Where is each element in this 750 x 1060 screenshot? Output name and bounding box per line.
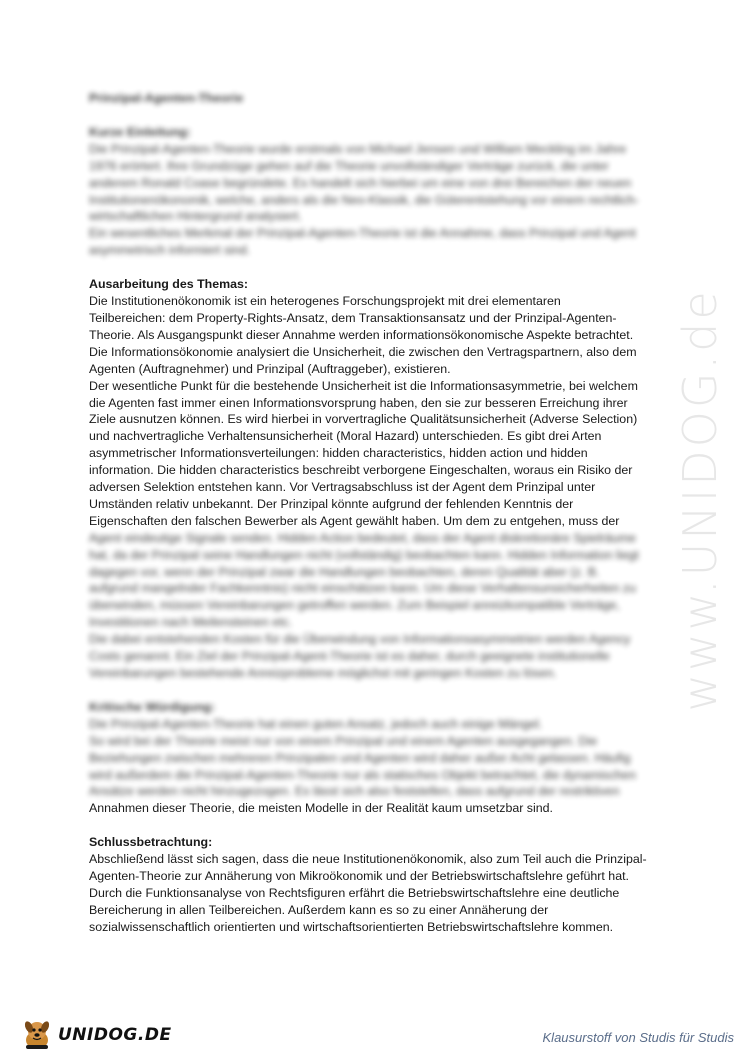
text-line: 1976 erörtert. Ihre Grundzüge gehen auf die Theorie unvollständiger Verträge zurück, die unter	[89, 158, 609, 173]
text-line: Der wesentliche Punkt für die bestehende Unsicherheit ist die Informationsasymmetrie, bei welchem	[89, 378, 638, 393]
text-line: Theorie. Als Ausgangspunkt dieser Annahme werden informationsökonomische Aspekte betrachtet.	[89, 327, 634, 342]
logo-text: UNIDOG.DE	[58, 1025, 172, 1045]
text-line: Umständen relativ unbekannt. Der Prinzipal könnte aufgrund der fehlenden Kenntnis der	[89, 496, 574, 511]
text-line: Abschließend lässt sich sagen, dass die neue Institutionenökonomik, also zum Teil auch die Prinzipal-	[89, 852, 647, 867]
text-line: Beziehungen zwischen mehreren Prinzipalen und Agenten wird daher außer Acht gelassen. Häufig	[89, 750, 631, 765]
intro-section	[89, 124, 664, 259]
text-line: Die Prinzipal-Agenten-Theorie wurde erstmals von Michael Jensen und William Meckling im Jahre	[89, 141, 627, 156]
text-line: Ansätze werden nicht hinzugezogen. Es lässt sich also feststellen, dass aufgrund der restriktiven	[89, 784, 620, 799]
text-line: Investitionen nach Meilensteinen etc.	[89, 615, 293, 630]
critique-text-clear: Annahmen dieser Theorie, die meisten Modelle in der Realität kaum umsetzbar sind.	[89, 801, 553, 816]
text-line: So wird bei der Theorie meist nur von einem Prinzipal und einem Agenten ausgegangen. Die	[89, 733, 598, 748]
dog-icon	[20, 1018, 54, 1052]
main-text-clear	[89, 293, 664, 530]
text-line: adversen Selektion entstehen kann. Vor Vertragsabschluss ist der Agent dem Prinzipal unter	[89, 480, 596, 495]
intro-text	[89, 141, 664, 259]
text-line: Eigenschaften den falschen Bewerber als Agent gewählt haben. Um dem zu entgehen, muss der	[89, 513, 620, 528]
text-line: anderem Ronald Coase begründete. Es handelt sich hierbei um eine von drei Bereichen der neuen	[89, 175, 632, 190]
main-text-blurred	[89, 530, 664, 682]
text-line: asymmetrischer Informationsverteilungen: hidden characteristics, hidden action und hidden	[89, 446, 588, 461]
text-line: Costs genannt. Ein Ziel der Prinzipal-Agent-Theorie ist es daher, durch geeignete institutionelle	[89, 649, 610, 664]
text-line: überwinden, müssen Vereinbarungen getroffen werden. Zum Beispiel anreizkompatible Verträge,	[89, 598, 620, 613]
text-line: die Agenten fast immer einen Informationsvorsprung haben, den sie zur besseren Erreichung ihrer	[89, 395, 628, 410]
text-line: information. Die hidden characteristics beschreibt verborgene Eingeschalten, woraus ein Risiko der	[89, 463, 633, 478]
text-line: dagegen vor, wenn der Prinzipal zwar die Handlungen beobachten, deren Qualität aber (z. B.	[89, 564, 600, 579]
text-line: Ein wesentliches Merkmal der Prinzipal-Agenten-Theorie ist die Annahme, dass Prinzipal und Agent	[89, 226, 636, 241]
critique-section	[89, 699, 664, 817]
text-line: Agenten (Auftragnehmer) und Prinzipal (Auftraggeber), existieren.	[89, 361, 451, 376]
text-line: asymmetrisch informiert sind.	[89, 243, 251, 258]
text-line: Bereicherung in allen Teilbereichen. Außerdem kann es so zu einer Annäherung der	[89, 902, 549, 917]
text-line: wirtschaftlichen Hintergrund analysiert.	[89, 209, 302, 224]
text-line: Vereinbarungen bestehende Anreizprobleme möglichst mit geringen Kosten zu lösen.	[89, 666, 557, 680]
text-line: aufgrund mangelnder Fachkenntnis) nicht einschätzen kann. Um diese Verhaltensunsicherheiten zu	[89, 581, 636, 596]
critique-heading: Kritische Würdigung:	[89, 699, 215, 714]
text-line: Institutionenökonomik, welche, anders als die Neo-Klassik, die Güterentstehung vor einem rechtlich-	[89, 192, 639, 207]
conclusion-section	[89, 834, 664, 935]
conclusion-heading: Schlussbetrachtung:	[89, 835, 213, 850]
text-line: wird außerdem die Prinzipal-Agenten-Theorie nur als statisches Objekt betrachtet, die dynamischen	[89, 767, 636, 782]
text-line: sozialwissenschaftlich orientierten und wirtschaftsorientierten Betriebswirtschaftslehre kommen.	[89, 919, 614, 934]
critique-text-blurred	[89, 716, 664, 801]
text-line: Teilbereichen: dem Property-Rights-Ansatz, dem Transaktionsansatz und der Prinzipal-Agenten-	[89, 310, 617, 325]
text-line: Agent eindeutige Signale senden. Hidden Action bedeutet, dass der Agent diskretionäre Spielräume	[89, 530, 636, 545]
text-line: Die Informationsökonomie analysiert die Unsicherheit, die zwischen den Vertragspartnern, also dem	[89, 344, 637, 359]
text-line: hat, da der Prinzipal seine Handlungen nicht (vollständig) beobachten kann. Hidden Information liegt	[89, 547, 639, 562]
text-line: Ziele ausnutzen können. Es wird hierbei in vorvertragliche Qualitätsunsicherheit (Adverse Selection)	[89, 412, 638, 427]
conclusion-text	[89, 851, 664, 936]
main-heading: Ausarbeitung des Themas:	[89, 277, 249, 292]
text-line: Die dabei entstehenden Kosten für die Überwindung von Informationsasymmetrien werden Agency	[89, 632, 631, 647]
text-line: Die Prinzipal-Agenten-Theorie hat einen guten Ansatz, jedoch auch einige Mängel.	[89, 716, 543, 731]
footer-logo[interactable]	[20, 1018, 172, 1052]
footer-tagline: Klausurstoff von Studis für Studis	[542, 1030, 734, 1045]
intro-heading: Kurze Einleitung:	[89, 124, 191, 139]
text-line: und nachvertragliche Verhaltensunsicherheit (Moral Hazard) unterschieden. Es gibt drei Arten	[89, 429, 602, 444]
watermark-text: www.UNIDOG.de	[673, 288, 727, 712]
text-line: Durch die Funktionsanalyse von Rechtsfiguren erfährt die Betriebswirtschaftslehre eine deutliche	[89, 885, 620, 900]
document-body	[89, 90, 664, 953]
document-title: Prinzipal-Agenten-Theorie	[89, 91, 244, 105]
text-line: Die Institutionenökonomik ist ein heterogenes Forschungsprojekt mit drei elementaren	[89, 294, 561, 309]
main-section	[89, 276, 664, 682]
text-line: Agenten-Theorie zur Annäherung von Mikroökonomik und der Betriebswirtschaftslehre geführt hat.	[89, 869, 629, 884]
